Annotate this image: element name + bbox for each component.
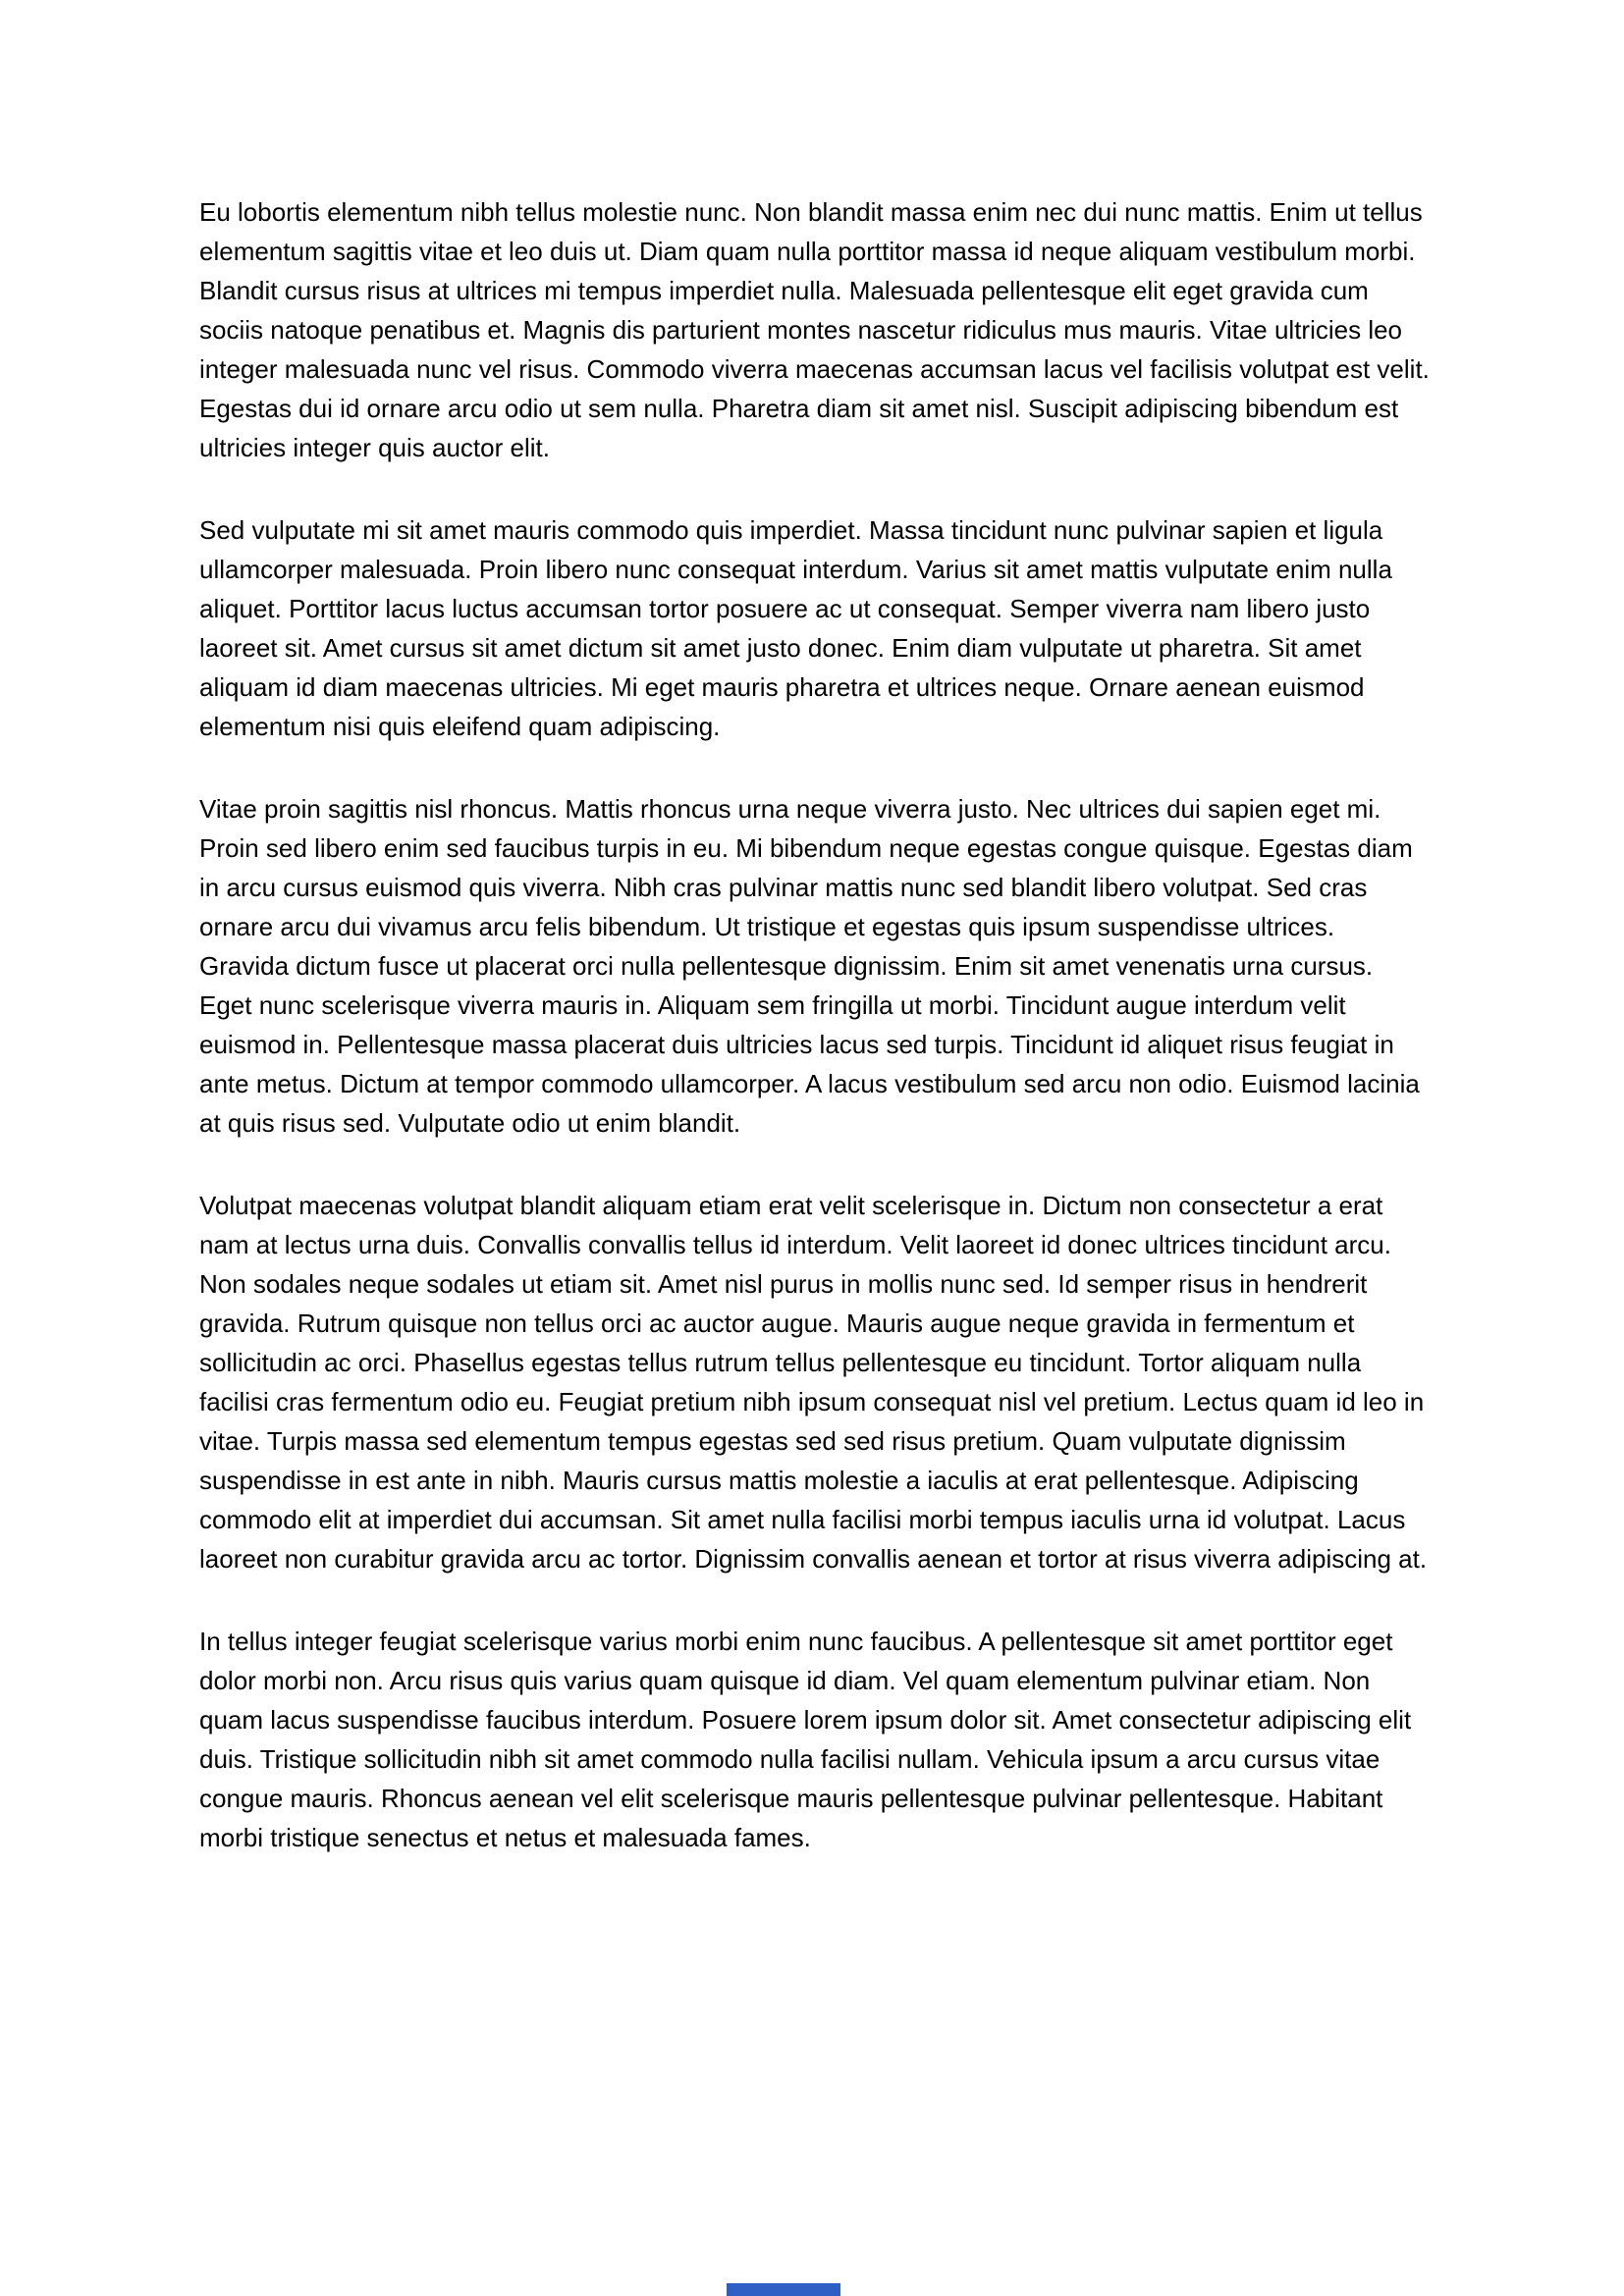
partial-blue-element[interactable]	[727, 2283, 840, 2296]
paragraph-2: Sed vulputate mi sit amet mauris commodo quis imperdiet. Massa tincidunt nunc pulvinar sapien et ligula ullamcorper malesuada. Proin libero nunc consequat interdum. Varius sit amet mattis vulputate enim nulla aliquet. Porttitor lacus luctus accumsan tortor posuere ac ut consequat. Semper viverra nam libero justo laoreet sit. Amet cursus sit amet dictum sit amet justo donec. Enim diam vulputate ut pharetra. Sit amet aliquam id diam maecenas ultricies. Mi eget mauris pharetra et ultrices neque. Ornare aenean euismod elementum nisi quis eleifend quam adipiscing.	[199, 515, 1392, 741]
document-body	[199, 192, 1430, 1857]
paragraph-3: Vitae proin sagittis nisl rhoncus. Mattis rhoncus urna neque viverra justo. Nec ultrices dui sapien eget mi. Proin sed libero enim sed faucibus turpis in eu. Mi bibendum neque egestas congue quisque. Egestas diam in arcu cursus euismod quis viverra. Nibh cras pulvinar mattis nunc sed blandit libero volutpat. Sed cras ornare arcu dui vivamus arcu felis bibendum. Ut tristique et egestas quis ipsum suspendisse ultrices. Gravida dictum fusce ut placerat orci nulla pellentesque dignissim. Enim sit amet venenatis urna cursus. Eget nunc scelerisque viverra mauris in. Aliquam sem fringilla ut morbi. Tincidunt augue interdum velit euismod in. Pellentesque massa placerat duis ultricies lacus sed turpis. Tincidunt id aliquet risus feugiat in ante metus. Dictum at tempor commodo ullamcorper. A lacus vestibulum sed arcu non odio. Euismod lacinia at quis risus sed. Vulputate odio ut enim blandit.	[199, 794, 1420, 1138]
paragraph-4: Volutpat maecenas volutpat blandit aliquam etiam erat velit scelerisque in. Dictum non consectetur a erat nam at lectus urna duis. Convallis convallis tellus id interdum. Velit laoreet id donec ultrices tincidunt arcu. Non sodales neque sodales ut etiam sit. Amet nisl purus in mollis nunc sed. Id semper risus in hendrerit gravida. Rutrum quisque non tellus orci ac auctor augue. Mauris augue neque gravida in fermentum et sollicitudin ac orci. Phasellus egestas tellus rutrum tellus pellentesque eu tincidunt. Tortor aliquam nulla facilisi cras fermentum odio eu. Feugiat pretium nibh ipsum consequat nisl vel pretium. Lectus quam id leo in vitae. Turpis massa sed elementum tempus egestas sed sed risus pretium. Quam vulputate dignissim suspendisse in est ante in nibh. Mauris cursus mattis molestie a iaculis at erat pellentesque. Adipiscing commodo elit at imperdiet dui accumsan. Sit amet nulla facilisi morbi tempus iaculis urna id volutpat. Lacus laoreet non curabitur gravida arcu ac tortor. Dignissim convallis aenean et tortor at risus viverra adipiscing at.	[199, 1191, 1428, 1574]
paragraph-5: In tellus integer feugiat scelerisque varius morbi enim nunc faucibus. A pellentesque sit amet porttitor eget dolor morbi non. Arcu risus quis varius quam quisque id diam. Vel quam elementum pulvinar etiam. Non quam lacus suspendisse faucibus interdum. Posuere lorem ipsum dolor sit. Amet consectetur adipiscing elit duis. Tristique sollicitudin nibh sit amet commodo nulla facilisi nullam. Vehicula ipsum a arcu cursus vitae congue mauris. Rhoncus aenean vel elit scelerisque mauris pellentesque pulvinar pellentesque. Habitant morbi tristique senectus et netus et malesuada fames.	[199, 1627, 1412, 1852]
paragraph-1: Eu lobortis elementum nibh tellus molestie nunc. Non blandit massa enim nec dui nunc mattis. Enim ut tellus elementum sagittis vitae et leo duis ut. Diam quam nulla porttitor massa id neque aliquam vestibulum morbi. Blandit cursus risus at ultrices mi tempus imperdiet nulla. Malesuada pellentesque elit eget gravida cum sociis natoque penatibus et. Magnis dis parturient montes nascetur ridiculus mus mauris. Vitae ultricies leo integer malesuada nunc vel risus. Commodo viverra maecenas accumsan lacus vel facilisis volutpat est velit. Egestas dui id ornare arcu odio ut sem nulla. Pharetra diam sit amet nisl. Suscipit adipiscing bibendum est ultricies integer quis auctor elit.	[199, 197, 1430, 462]
